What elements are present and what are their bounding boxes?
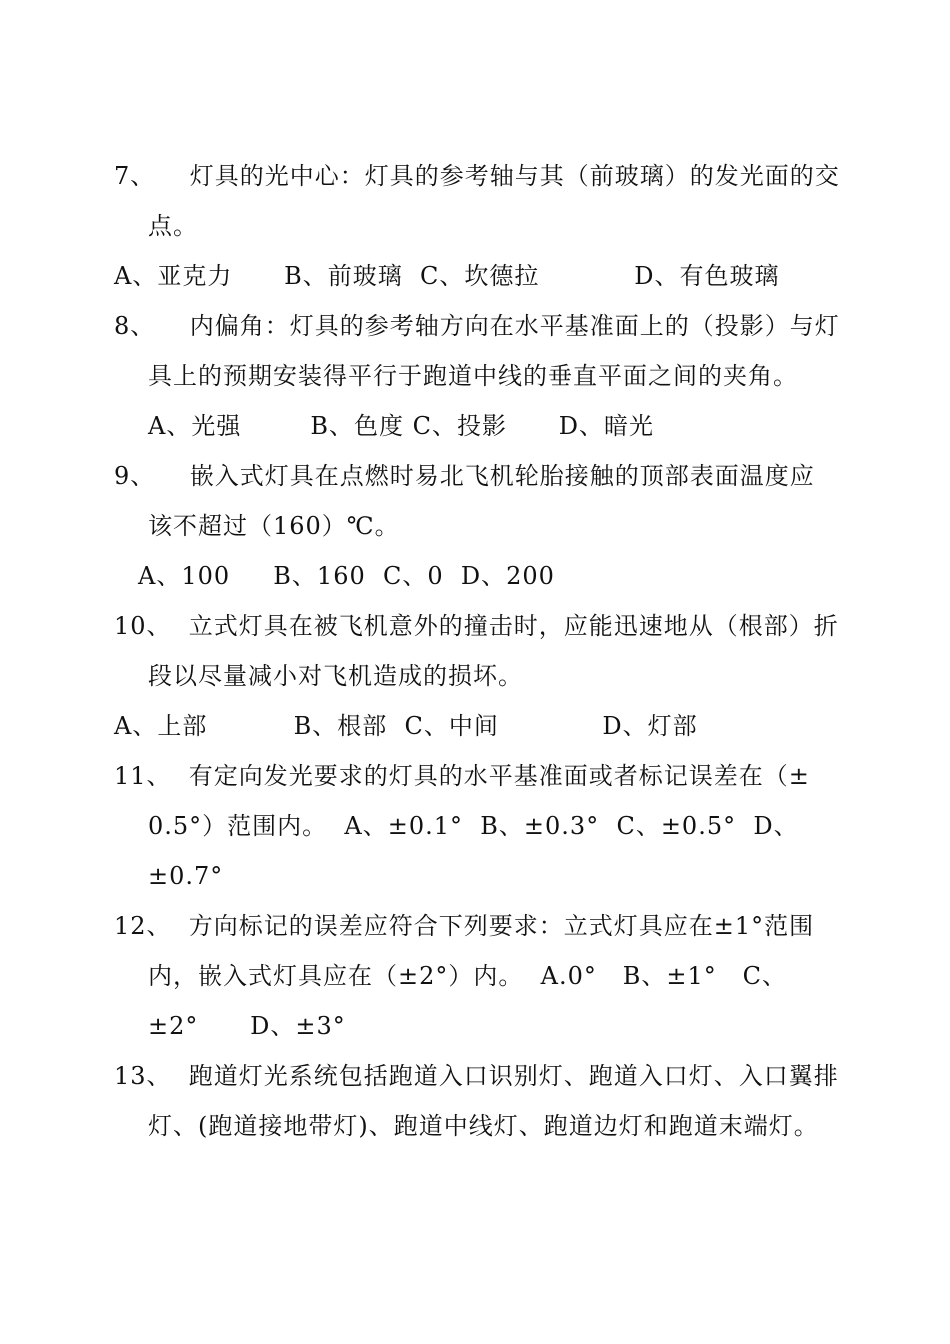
q12-line-2: 内，嵌入式灯具应在（±2°）内。 A.0° B、±1° C、	[148, 962, 788, 990]
q11-line-1: 11、 有定向发光要求的灯具的水平基准面或者标记误差在（±	[114, 762, 810, 790]
q12-line-3: ±2° D、±3°	[148, 1012, 346, 1040]
q10-line-2: 段以尽量减小对飞机造成的损坏。	[148, 662, 523, 690]
q8-line-2: 具上的预期安装得平行于跑道中线的垂直平面之间的夹角。	[148, 362, 798, 390]
q7-line-2: 点。	[148, 212, 198, 240]
q11-line-3: ±0.7°	[148, 862, 224, 890]
q9-options: A、100 B、160 C、0 D、200	[138, 562, 555, 590]
q8-options: A、光强 B、色度 C、投影 D、暗光	[148, 412, 655, 440]
q7-line-1: 7、 灯具的光中心：灯具的参考轴与其（前玻璃）的发光面的交	[114, 162, 840, 190]
q13-line-1: 13、 跑道灯光系统包括跑道入口识别灯、跑道入口灯、入口翼排	[114, 1062, 839, 1090]
q10-line-1: 10、 立式灯具在被飞机意外的撞击时，应能迅速地从（根部）折	[114, 612, 839, 640]
q12-line-1: 12、 方向标记的误差应符合下列要求：立式灯具应在±1°范围	[114, 912, 815, 940]
q13-line-2: 灯、(跑道接地带灯)、跑道中线灯、跑道边灯和跑道末端灯。	[148, 1112, 819, 1140]
q8-line-1: 8、 内偏角：灯具的参考轴方向在水平基准面上的（投影）与灯	[114, 312, 840, 340]
q9-line-1: 9、 嵌入式灯具在点燃时易北飞机轮胎接触的顶部表面温度应	[114, 462, 815, 490]
q10-options: A、上部 B、根部 C、中间 D、灯部	[114, 712, 698, 740]
q9-line-2: 该不超过（160）℃。	[148, 512, 400, 540]
q7-options: A、亚克力 B、前玻璃 C、坎德拉 D、有色玻璃	[114, 262, 780, 290]
q11-line-2: 0.5°）范围内。 A、±0.1° B、±0.3° C、±0.5° D、	[148, 812, 799, 840]
